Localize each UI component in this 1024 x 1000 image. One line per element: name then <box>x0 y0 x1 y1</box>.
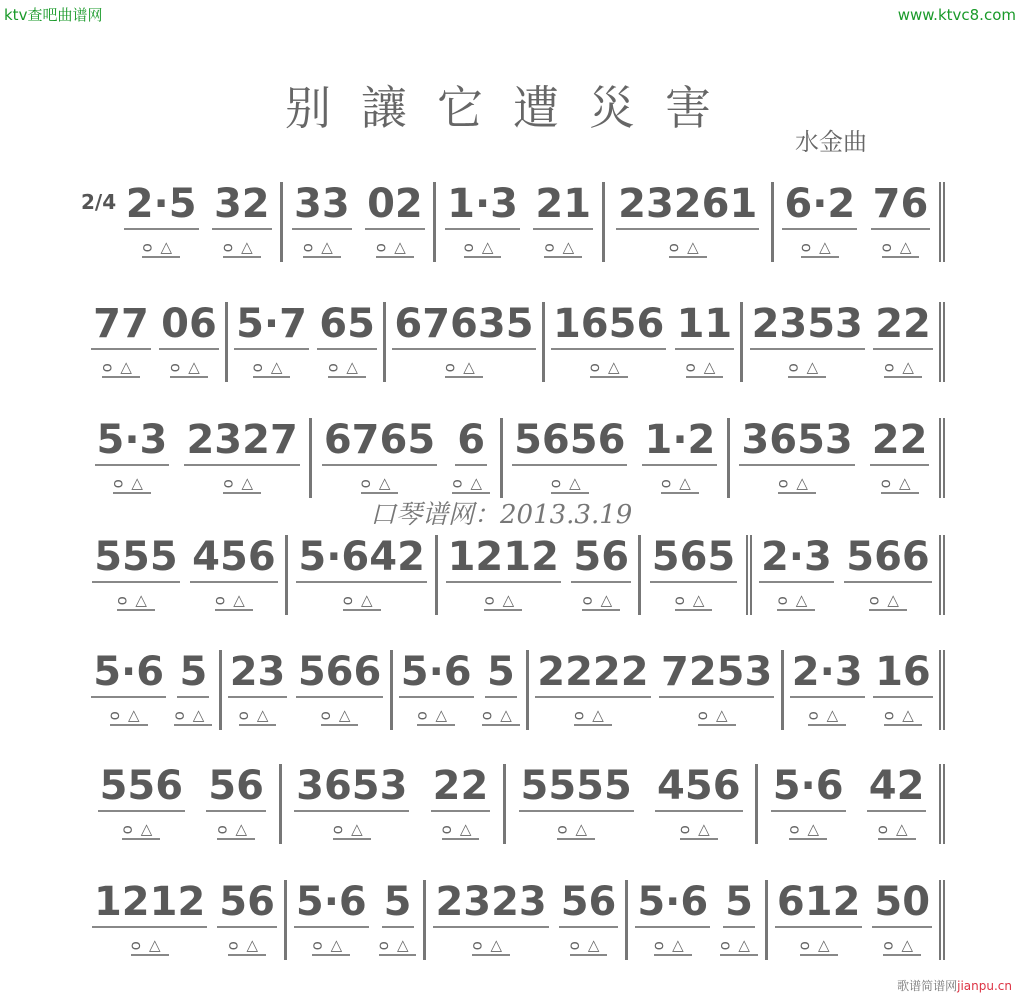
percussion-mark-icon: ᴑ△ <box>800 238 839 256</box>
percussion-mark-icon: ᴑ△ <box>463 238 502 256</box>
notes: 5 <box>723 880 755 928</box>
percussion-mark-icon: ᴑ△ <box>113 474 151 492</box>
measure <box>758 764 945 844</box>
percussion-mark-icon: ᴑ△ <box>223 474 262 492</box>
notes: 23 <box>228 650 288 698</box>
beat-group <box>95 418 170 498</box>
notes: 5·6 <box>91 650 166 698</box>
measure <box>641 535 751 615</box>
notes: 33 <box>292 182 352 230</box>
percussion-mark-icon: ᴑ△ <box>302 238 341 256</box>
percussion-mark-icon: ᴑ△ <box>799 936 838 954</box>
notes: 3653 <box>739 418 854 466</box>
notes: 2327 <box>184 418 299 466</box>
measure <box>85 302 228 382</box>
notes: 5·3 <box>95 418 170 466</box>
beat-group <box>228 650 288 730</box>
beat-group <box>759 535 834 615</box>
beat-group <box>650 535 738 615</box>
percussion-mark-icon: ᴑ△ <box>808 706 847 724</box>
notes: 56 <box>559 880 619 928</box>
beat-group <box>91 302 151 382</box>
notes: 2323 <box>433 880 548 928</box>
beat-group <box>771 764 846 844</box>
percussion-mark-icon: ᴑ△ <box>569 936 608 954</box>
percussion-mark-icon: ᴑ△ <box>589 358 628 376</box>
measure <box>115 182 283 262</box>
beat-group <box>720 880 758 960</box>
measure <box>529 650 784 730</box>
percussion-mark-icon: ᴑ△ <box>550 474 589 492</box>
notes: 5 <box>485 650 517 698</box>
beat-group <box>91 650 166 730</box>
notes: 5·7 <box>234 302 309 350</box>
percussion-mark-icon: ᴑ△ <box>222 238 261 256</box>
beat-group <box>871 182 931 262</box>
watermark-bottom-right <box>897 977 1012 994</box>
percussion-mark-icon: ᴑ△ <box>328 358 366 376</box>
notes: 6765 <box>322 418 437 466</box>
percussion-mark-icon: ᴑ△ <box>170 358 208 376</box>
watermark-cn: 歌谱简谱网 <box>897 979 958 993</box>
beat-group <box>873 302 933 382</box>
percussion-mark-icon: ᴑ△ <box>574 706 612 724</box>
measure <box>85 418 312 498</box>
beat-group <box>365 182 425 262</box>
percussion-mark-icon: ᴑ△ <box>238 706 277 724</box>
notes: 2·3 <box>790 650 865 698</box>
beat-group <box>635 880 710 960</box>
beat-group <box>159 302 219 382</box>
beat-group <box>124 182 199 262</box>
percussion-mark-icon: ᴑ△ <box>582 591 621 609</box>
percussion-mark-icon: ᴑ△ <box>109 706 148 724</box>
measure <box>288 535 438 615</box>
beat-group <box>296 535 427 615</box>
beat-group <box>512 418 627 498</box>
notes: 06 <box>159 302 219 350</box>
notes: 5 <box>177 650 209 698</box>
percussion-mark-icon: ᴑ△ <box>117 591 155 609</box>
percussion-mark-icon: ᴑ△ <box>215 591 253 609</box>
percussion-mark-icon: ᴑ△ <box>376 238 414 256</box>
measure <box>628 880 768 960</box>
measure <box>283 182 436 262</box>
measure <box>222 650 393 730</box>
composer: 水金曲 <box>795 128 867 156</box>
percussion-mark-icon: ᴑ△ <box>653 936 692 954</box>
beat-group <box>844 535 932 615</box>
beat-group <box>535 650 650 730</box>
measure <box>85 764 282 844</box>
beat-group <box>642 418 717 498</box>
measure <box>436 182 604 262</box>
notes: 50 <box>872 880 932 928</box>
watermark-top-left: ktv查吧曲谱网 <box>4 6 103 24</box>
beat-group <box>750 302 865 382</box>
notes: 1656 <box>551 302 666 350</box>
beat-group <box>482 650 520 730</box>
beat-group <box>551 302 666 382</box>
percussion-mark-icon: ᴑ△ <box>472 936 510 954</box>
score-line <box>85 650 945 730</box>
score-line <box>85 535 945 615</box>
percussion-mark-icon: ᴑ△ <box>778 474 816 492</box>
percussion-mark-icon: ᴑ△ <box>122 820 161 838</box>
beat-group <box>873 650 933 730</box>
percussion-mark-icon: ᴑ△ <box>452 474 491 492</box>
percussion-mark-icon: ᴑ△ <box>788 358 827 376</box>
beat-group <box>431 764 491 844</box>
percussion-mark-icon: ᴑ△ <box>342 591 381 609</box>
notes: 32 <box>212 182 272 230</box>
notes: 5·6 <box>399 650 474 698</box>
percussion-mark-icon: ᴑ△ <box>142 238 181 256</box>
beat-group <box>184 418 299 498</box>
measure <box>393 650 530 730</box>
percussion-mark-icon: ᴑ△ <box>378 936 417 954</box>
beat-group <box>739 418 854 498</box>
notes: 77 <box>91 302 151 350</box>
notes: 456 <box>655 764 743 812</box>
notes: 1·2 <box>642 418 717 466</box>
beat-group <box>98 764 186 844</box>
measure <box>506 764 758 844</box>
percussion-mark-icon: ᴑ△ <box>544 238 583 256</box>
notes: 76 <box>871 182 931 230</box>
percussion-mark-icon: ᴑ△ <box>445 358 483 376</box>
notes: 612 <box>775 880 863 928</box>
notes: 23261 <box>616 182 759 230</box>
notes: 2·3 <box>759 535 834 583</box>
watermark-stamp: 口琴谱网：2013.3.19 <box>370 500 633 530</box>
measure <box>768 880 945 960</box>
beat-group <box>452 418 490 498</box>
notes: 5·6 <box>635 880 710 928</box>
measure <box>85 880 287 960</box>
measure <box>228 302 386 382</box>
beat-group <box>782 182 857 262</box>
notes: 67635 <box>392 302 535 350</box>
percussion-mark-icon: ᴑ△ <box>228 936 266 954</box>
measure <box>426 880 628 960</box>
score-line <box>85 764 945 844</box>
measure <box>85 650 222 730</box>
time-signature: 2/4 <box>81 190 117 214</box>
beat-group <box>392 302 535 382</box>
notes: 22 <box>431 764 491 812</box>
notes: 02 <box>365 182 425 230</box>
notes: 65 <box>317 302 377 350</box>
percussion-mark-icon: ᴑ△ <box>789 820 828 838</box>
beat-group <box>296 650 384 730</box>
beat-group <box>433 880 548 960</box>
notes: 456 <box>190 535 278 583</box>
notes: 5656 <box>512 418 627 466</box>
percussion-mark-icon: ᴑ△ <box>884 706 922 724</box>
beat-group <box>533 182 593 262</box>
percussion-mark-icon: ᴑ△ <box>720 936 758 954</box>
notes: 56 <box>217 880 277 928</box>
percussion-mark-icon: ᴑ△ <box>661 474 699 492</box>
notes: 11 <box>675 302 735 350</box>
percussion-mark-icon: ᴑ△ <box>174 706 213 724</box>
percussion-mark-icon: ᴑ△ <box>881 238 920 256</box>
notes: 22 <box>873 302 933 350</box>
notes: 5 <box>382 880 414 928</box>
beat-group <box>294 764 409 844</box>
measure <box>605 182 774 262</box>
percussion-mark-icon: ᴑ△ <box>252 358 291 376</box>
notes: 56 <box>571 535 631 583</box>
beat-group <box>292 182 352 262</box>
notes: 21 <box>533 182 593 230</box>
measure <box>545 302 744 382</box>
measure <box>730 418 945 498</box>
beat-group <box>775 880 863 960</box>
notes: 566 <box>844 535 932 583</box>
beat-group <box>655 764 743 844</box>
notes: 16 <box>873 650 933 698</box>
percussion-mark-icon: ᴑ△ <box>679 820 718 838</box>
notes: 5·6 <box>294 880 369 928</box>
beat-group <box>174 650 212 730</box>
score-title: 别讓它遭災害 <box>285 81 741 135</box>
notes: 7253 <box>659 650 774 698</box>
percussion-mark-icon: ᴑ△ <box>102 358 140 376</box>
percussion-mark-icon: ᴑ△ <box>482 706 520 724</box>
beat-group <box>659 650 774 730</box>
percussion-mark-icon: ᴑ△ <box>869 591 907 609</box>
percussion-mark-icon: ᴑ△ <box>360 474 399 492</box>
percussion-mark-icon: ᴑ△ <box>697 706 736 724</box>
percussion-mark-icon: ᴑ△ <box>217 820 256 838</box>
notes: 5·6 <box>771 764 846 812</box>
percussion-mark-icon: ᴑ△ <box>417 706 456 724</box>
beat-group <box>616 182 759 262</box>
beat-group <box>206 764 266 844</box>
notes: 6·2 <box>782 182 857 230</box>
percussion-mark-icon: ᴑ△ <box>685 358 724 376</box>
beat-group <box>675 302 735 382</box>
beat-group <box>872 880 932 960</box>
beat-group <box>867 764 927 844</box>
percussion-mark-icon: ᴑ△ <box>668 238 707 256</box>
beat-group <box>870 418 930 498</box>
beat-group <box>92 535 180 615</box>
notes: 1212 <box>446 535 561 583</box>
measure <box>282 764 506 844</box>
percussion-mark-icon: ᴑ△ <box>441 820 480 838</box>
notes: 5·642 <box>296 535 427 583</box>
beat-group <box>559 880 619 960</box>
score-line <box>85 302 945 382</box>
percussion-mark-icon: ᴑ△ <box>877 820 916 838</box>
notes: 42 <box>867 764 927 812</box>
notes: 2·5 <box>124 182 199 230</box>
notes: 566 <box>296 650 384 698</box>
measure <box>312 418 502 498</box>
beat-group <box>190 535 278 615</box>
percussion-mark-icon: ᴑ△ <box>484 591 523 609</box>
notes: 555 <box>92 535 180 583</box>
notes: 56 <box>206 764 266 812</box>
beat-group <box>519 764 634 844</box>
percussion-mark-icon: ᴑ△ <box>883 936 922 954</box>
beat-group <box>445 182 520 262</box>
watermark-top-right: www.ktvc8.com <box>897 6 1016 24</box>
notes: 22 <box>870 418 930 466</box>
notes: 556 <box>98 764 186 812</box>
percussion-mark-icon: ᴑ△ <box>674 591 713 609</box>
measure <box>386 302 545 382</box>
notes: 5555 <box>519 764 634 812</box>
beat-group <box>294 880 369 960</box>
beat-group <box>322 418 437 498</box>
beat-group <box>234 302 309 382</box>
beat-group <box>446 535 561 615</box>
beat-group <box>212 182 272 262</box>
notes: 565 <box>650 535 738 583</box>
measure <box>743 302 945 382</box>
notes: 2353 <box>750 302 865 350</box>
measure <box>287 880 427 960</box>
score-line <box>85 418 945 498</box>
notes: 1212 <box>92 880 207 928</box>
measure <box>503 418 730 498</box>
notes: 3653 <box>294 764 409 812</box>
beat-group <box>399 650 474 730</box>
measure <box>85 535 288 615</box>
beat-group <box>790 650 865 730</box>
beat-group <box>92 880 207 960</box>
watermark-url: jianpu.cn <box>957 979 1012 993</box>
notes: 1·3 <box>445 182 520 230</box>
measure <box>774 182 945 262</box>
percussion-mark-icon: ᴑ△ <box>777 591 816 609</box>
percussion-mark-icon: ᴑ△ <box>320 706 359 724</box>
percussion-mark-icon: ᴑ△ <box>332 820 371 838</box>
percussion-mark-icon: ᴑ△ <box>312 936 351 954</box>
beat-group <box>317 302 377 382</box>
percussion-mark-icon: ᴑ△ <box>884 358 922 376</box>
percussion-mark-icon: ᴑ△ <box>557 820 596 838</box>
percussion-mark-icon: ᴑ△ <box>880 474 919 492</box>
measure <box>438 535 641 615</box>
beat-group <box>571 535 631 615</box>
beat-group <box>217 880 277 960</box>
notes: 2222 <box>535 650 650 698</box>
measure <box>784 650 945 730</box>
measure <box>752 535 945 615</box>
notes: 6 <box>455 418 487 466</box>
percussion-mark-icon: ᴑ△ <box>130 936 169 954</box>
beat-group <box>379 880 417 960</box>
score-line <box>85 880 945 960</box>
score-line <box>81 181 945 262</box>
